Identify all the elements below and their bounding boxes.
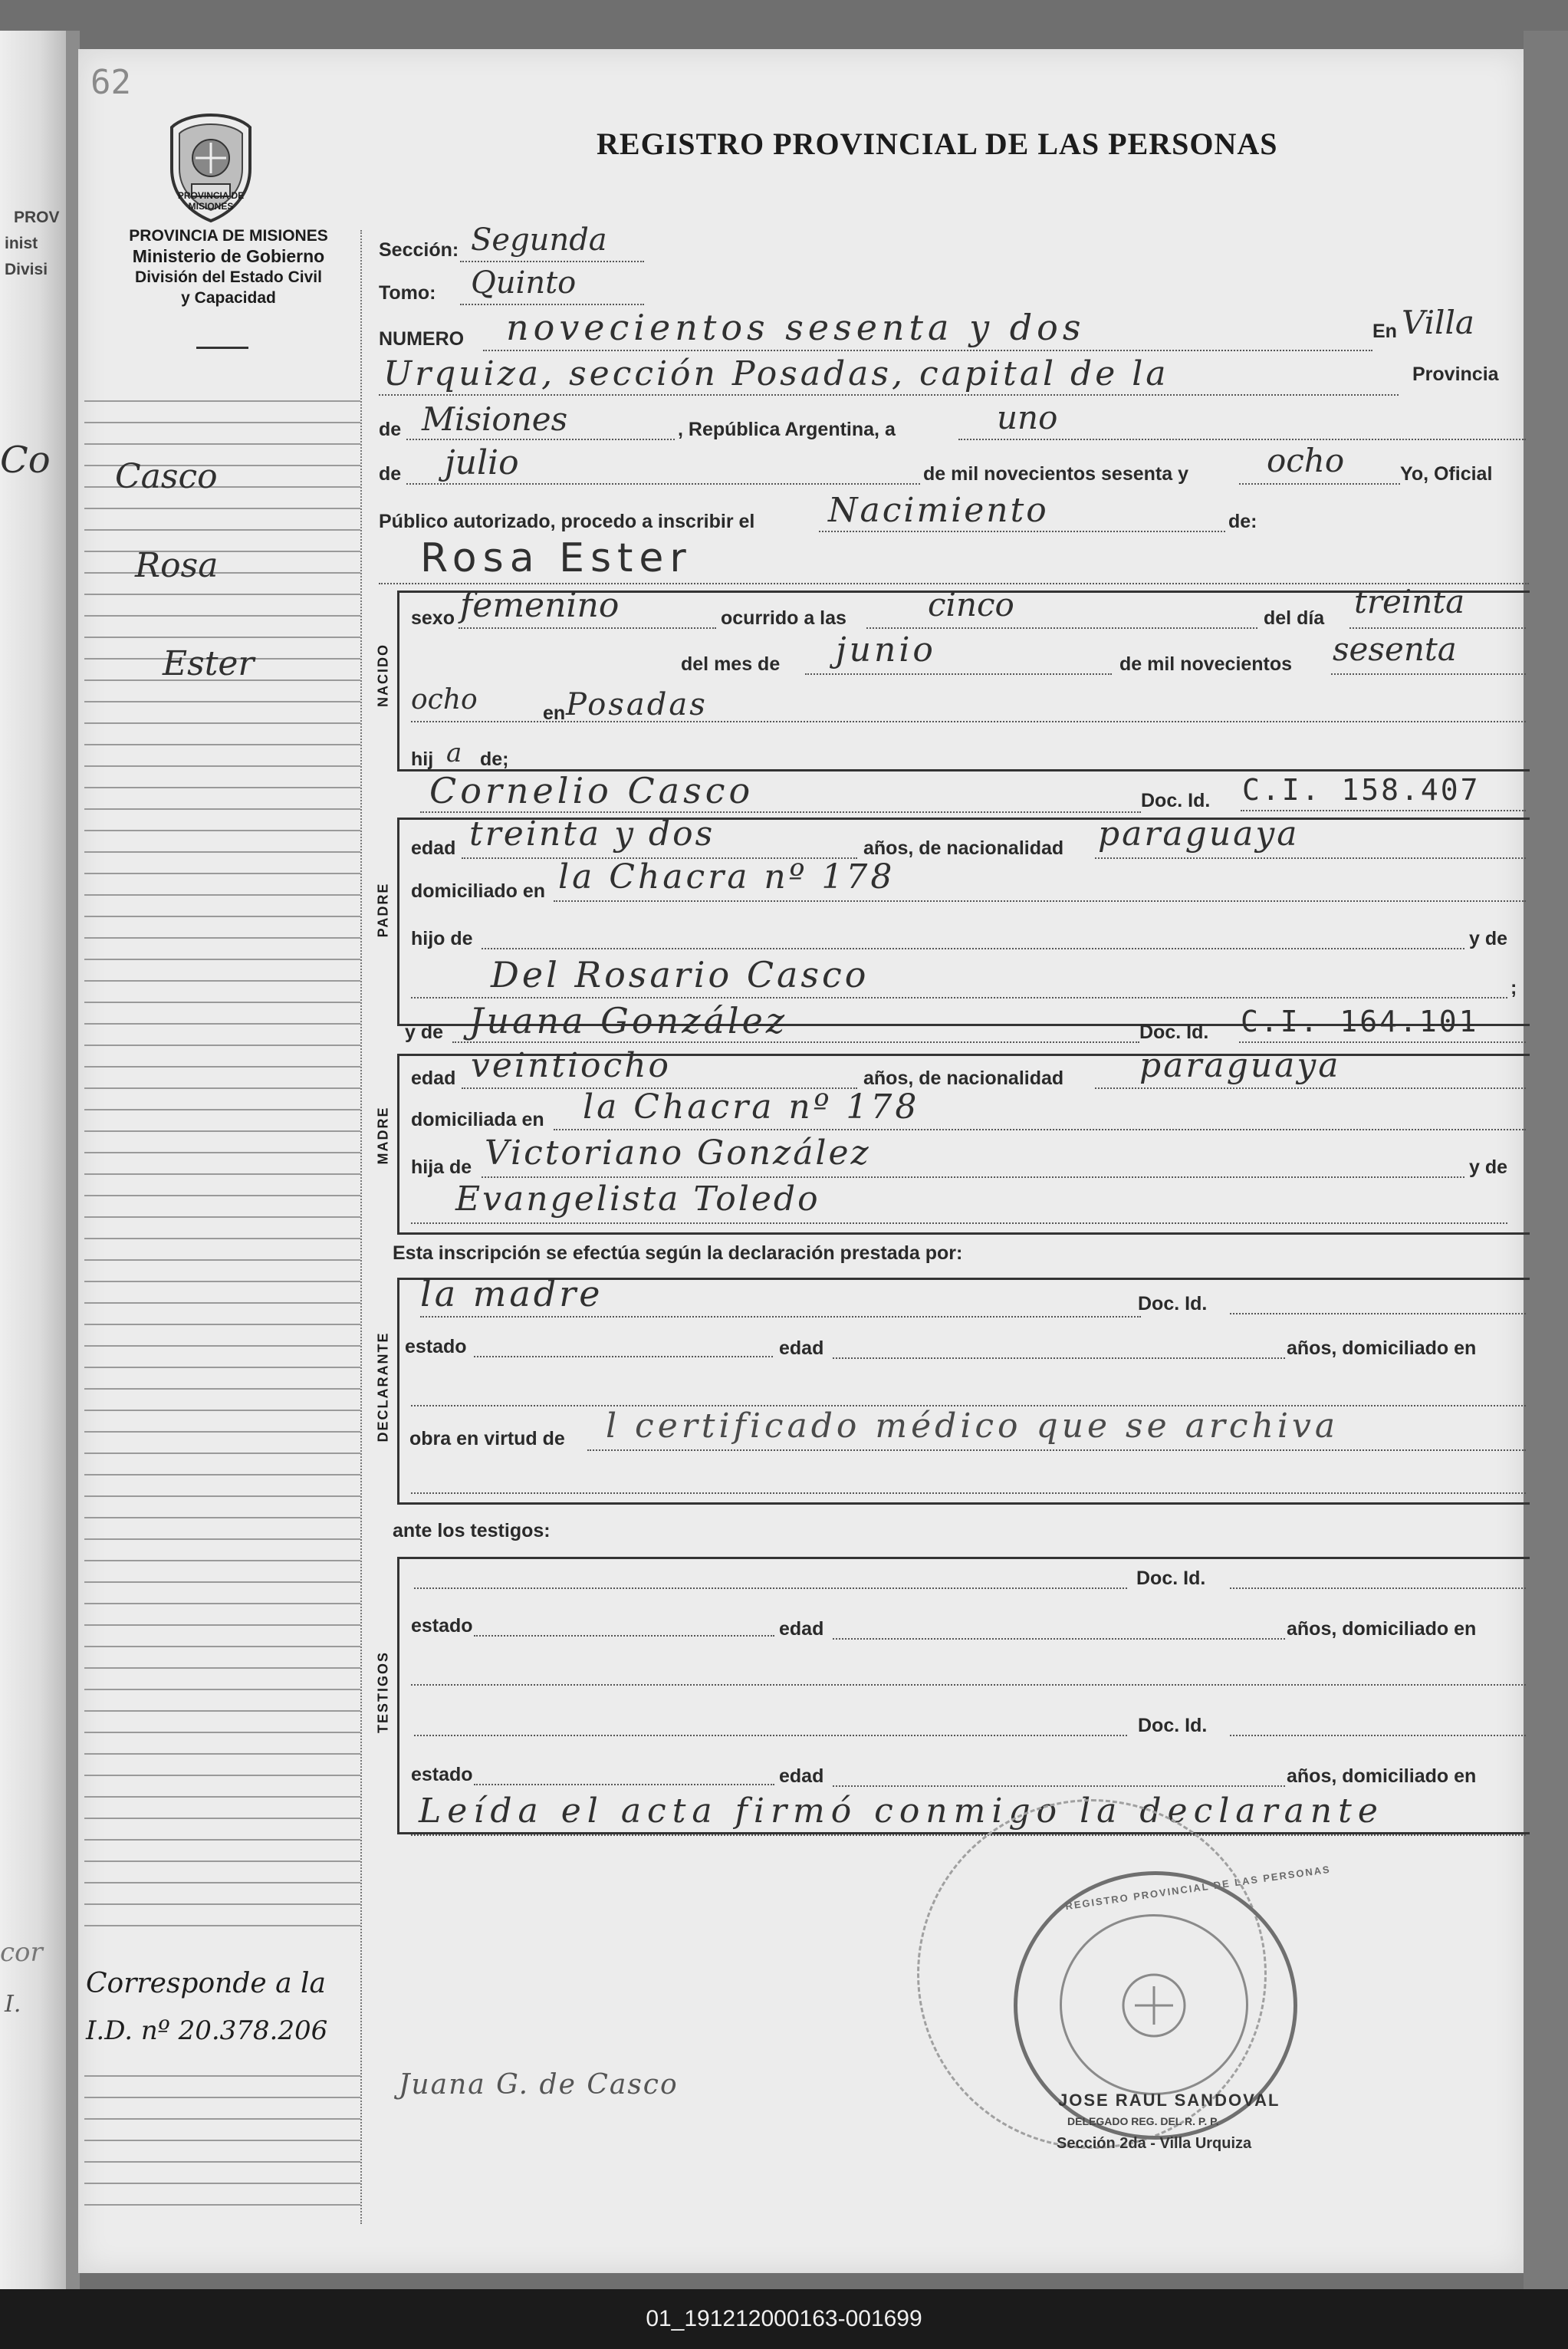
ruled-line [84, 2075, 360, 2077]
en-value: Villa [1402, 304, 1474, 341]
padre-name: Cornelio Casco [429, 770, 754, 811]
madre-dom-label: domiciliada en [411, 1109, 544, 1130]
ruled-line [84, 1689, 360, 1690]
ruled-line [84, 1581, 360, 1583]
padre-parents-value: Del Rosario Casco [491, 954, 869, 995]
padre-section-label: PADRE [375, 882, 391, 938]
hijo-label: hij [411, 748, 434, 770]
edge-mark: cor [0, 1937, 43, 1968]
fill-line [482, 1176, 1464, 1178]
book-cover-edge [1524, 31, 1568, 2289]
declarante-estado-label: estado [405, 1336, 467, 1357]
ruled-line [84, 1216, 360, 1218]
spine-fragment: PROV [14, 209, 60, 226]
ruled-line [84, 1452, 360, 1454]
ruled-line [84, 1753, 360, 1755]
ruled-line [84, 1431, 360, 1433]
testigo2-dom-label: años, domiciliado en [1287, 1765, 1477, 1787]
ruled-line [84, 1624, 360, 1626]
ruled-line [84, 1087, 360, 1089]
hora-value: cinco [928, 586, 1014, 623]
fill-line [1331, 673, 1526, 675]
sexo-value: femenino [460, 586, 620, 625]
ruled-line [84, 2204, 360, 2206]
madre-edad-label: edad [411, 1068, 456, 1089]
fill-line [1241, 810, 1526, 811]
org-line: y Capacidad [181, 289, 276, 307]
padre-hijo-label: hijo de [411, 928, 473, 949]
ruled-line [84, 508, 360, 509]
ruled-line [84, 615, 360, 617]
ruled-line [84, 1045, 360, 1046]
madre-nac-value: paraguaya [1139, 1046, 1341, 1085]
ruled-line [84, 1839, 360, 1841]
madre-doc-label: Doc. Id. [1139, 1022, 1209, 1043]
testigo1-estado-label: estado [411, 1615, 473, 1637]
seccion-label: Sección: [379, 239, 459, 261]
ruled-line [84, 1603, 360, 1604]
de2-label: de [379, 463, 402, 485]
ruled-line [84, 2183, 360, 2184]
provincia-label: Provincia [1412, 364, 1499, 385]
ruled-line [84, 787, 360, 788]
madre-nac-label: años, de nacionalidad [863, 1068, 1064, 1089]
declarante-doc-label: Doc. Id. [1138, 1293, 1208, 1314]
month-value: julio [445, 443, 519, 482]
ruled-line [84, 1023, 360, 1025]
official-title: DELEGADO REG. DEL R. P. P. [1067, 2115, 1219, 2127]
madre-parent2-value: Evangelista Toledo [455, 1179, 820, 1219]
fill-line [474, 1784, 774, 1785]
ruled-line [84, 959, 360, 960]
fill-line [1239, 483, 1400, 485]
declarante-name: la madre [420, 1273, 603, 1314]
stamp-emblem-icon [1112, 1963, 1196, 2048]
fill-line [452, 1041, 1139, 1043]
ruled-line [84, 572, 360, 574]
ruled-line [84, 1130, 360, 1132]
padre-dom-value: la Chacra nº 178 [558, 857, 896, 897]
ruled-line [84, 1345, 360, 1347]
ruled-line [84, 1517, 360, 1518]
testigo2-edad-label: edad [779, 1765, 824, 1787]
fill-line [833, 1357, 1285, 1359]
year-label: de mil novecientos sesenta y [923, 463, 1188, 485]
provincia-value: Misiones [422, 400, 568, 438]
ruled-line [84, 2161, 360, 2163]
stamp-text: REGISTRO PROVINCIAL DE LAS PERSONAS [1064, 1863, 1332, 1913]
ruled-line [84, 594, 360, 595]
fill-line [1230, 1735, 1526, 1736]
fill-line [958, 439, 1526, 440]
ruled-line [84, 894, 360, 896]
numero-value: novecientos sesenta y dos [506, 307, 1086, 348]
nacido-section-label: NACIDO [375, 643, 391, 707]
ruled-line [84, 1173, 360, 1175]
ruled-line [84, 980, 360, 982]
page-title: REGISTRO PROVINCIAL DE LAS PERSONAS [597, 127, 1278, 161]
ruled-line [84, 529, 360, 531]
madre-doc-value: C.I. 164.101 [1241, 1005, 1479, 1038]
madre-name: Juana González [469, 1000, 788, 1041]
madre-dom-value: la Chacra nº 178 [583, 1087, 920, 1127]
madre-hija-label: hija de [411, 1156, 472, 1178]
padre-nac-value: paraguaya [1098, 814, 1300, 854]
obra-value: l certificado médico que se archiva [606, 1406, 1340, 1446]
hijo-de-label: de; [480, 748, 509, 770]
dia-label: del día [1264, 607, 1325, 629]
fill-line [866, 627, 1257, 629]
en-label: en [543, 702, 566, 724]
fill-line [1230, 1313, 1526, 1314]
ruled-line [84, 701, 360, 702]
ruled-line [84, 637, 360, 638]
lugar-value: Posadas [566, 687, 708, 722]
testigo1-doc-label: Doc. Id. [1136, 1568, 1206, 1589]
obra-label: obra en virtud de [409, 1428, 565, 1449]
fill-line [460, 261, 644, 262]
numero-label: NUMERO [379, 328, 465, 350]
en-label: En [1372, 321, 1397, 342]
declarante-edad-label: edad [779, 1337, 824, 1359]
official-office: Sección 2da - Villa Urquiza [1057, 2135, 1252, 2152]
dia-value: treinta [1354, 583, 1465, 620]
fill-line [587, 1449, 1526, 1451]
ruled-line [84, 1281, 360, 1282]
fill-line [833, 1785, 1285, 1787]
madre-y-de-label: y de [405, 1022, 444, 1043]
ruled-line [84, 1002, 360, 1003]
testigos-section-label: TESTIGOS [375, 1651, 391, 1734]
madre-section-label: MADRE [375, 1106, 391, 1165]
ruled-line [84, 1324, 360, 1325]
margin-note: I.D. nº 20.378.206 [86, 2015, 328, 2046]
fill-line [1095, 1087, 1526, 1089]
testigo2-doc-label: Doc. Id. [1138, 1715, 1208, 1736]
spine-fragment: inist [5, 235, 38, 252]
mes-value: junio [836, 630, 936, 669]
org-line: Ministerio de Gobierno [132, 246, 325, 266]
republica-label: , República Argentina, a [678, 419, 896, 440]
anio2-value: ocho [411, 684, 478, 716]
ruled-line [84, 1410, 360, 1411]
ruled-line [84, 2097, 360, 2098]
fill-line [833, 1638, 1285, 1640]
fill-line [411, 1222, 1507, 1224]
fill-line [1239, 1041, 1526, 1043]
spine-fragment: Divisi [5, 261, 48, 278]
oficial-label: Yo, Oficial [1400, 463, 1493, 485]
semicolon: ; [1510, 977, 1517, 998]
ruled-line [84, 1667, 360, 1669]
fill-line [554, 1129, 1526, 1130]
fill-line [474, 1356, 773, 1357]
ruled-line [84, 722, 360, 724]
act-value: Nacimiento [828, 491, 1049, 530]
padre-nac-label: años, de nacionalidad [863, 837, 1064, 859]
ruled-line [84, 1367, 360, 1368]
ruled-line [84, 2118, 360, 2120]
ruled-line [84, 916, 360, 917]
ruled-line [84, 551, 360, 552]
page-number: 62 [90, 63, 131, 102]
edge-mark: I. [5, 1991, 21, 2018]
fill-line [554, 900, 1526, 902]
fill-line [411, 1834, 1526, 1836]
de3-label: de: [1228, 511, 1257, 532]
testigo1-edad-label: edad [779, 1618, 824, 1640]
hora-label: ocurrido a las [721, 607, 846, 629]
ruled-line [84, 744, 360, 745]
fill-line [483, 350, 1372, 351]
ruled-line [84, 1195, 360, 1196]
fill-line [819, 531, 1225, 532]
fill-line [420, 1316, 1141, 1318]
ruled-line [84, 808, 360, 810]
ruled-line [84, 1646, 360, 1647]
testigos-label: ante los testigos: [393, 1520, 551, 1541]
ruled-line [84, 1109, 360, 1110]
day-value: uno [997, 399, 1058, 436]
ruled-line [84, 1710, 360, 1712]
ruled-line [84, 1066, 360, 1068]
padre-doc-value: C.I. 158.407 [1242, 773, 1481, 807]
madre-hija-value: Victoriano González [485, 1133, 871, 1173]
ruled-line [84, 1152, 360, 1153]
fill-line [460, 304, 644, 305]
ruled-line [84, 1903, 360, 1905]
publico-label: Público autorizado, procedo a inscribir el [379, 511, 755, 532]
ruled-line [84, 1775, 360, 1776]
hijo-suffix: a [446, 738, 462, 768]
ruled-line [84, 1925, 360, 1926]
ruled-line [84, 1495, 360, 1497]
ruled-line [84, 1388, 360, 1390]
anio-value: sesenta [1333, 630, 1457, 668]
declarant-signature: Juana G. de Casco [399, 2069, 679, 2101]
fill-line [1095, 857, 1526, 859]
fill-line [1349, 627, 1526, 629]
ruled-line [84, 400, 360, 402]
edge-mark: Co [0, 439, 51, 482]
fill-line [474, 1635, 774, 1637]
ruled-line [84, 830, 360, 831]
place-value: Urquiza, sección Posadas, capital de la [383, 354, 1169, 393]
ruled-line [84, 1860, 360, 1862]
official-name: JOSE RAUL SANDOVAL [1058, 2091, 1280, 2110]
seccion-value: Segunda [471, 222, 607, 258]
tomo-label: Tomo: [379, 282, 436, 304]
madre-edad-value: veintiocho [471, 1046, 672, 1085]
padre-y-de-label: y de [1469, 928, 1508, 949]
fill-line [459, 627, 716, 629]
tomo-value: Quinto [471, 265, 577, 301]
padre-edad-value: treinta y dos [469, 814, 715, 854]
ruled-line [84, 422, 360, 423]
padre-dom-label: domiciliado en [411, 880, 546, 902]
ruled-line [84, 1474, 360, 1476]
scan-id-footer: 01_191212000163-001699 [0, 2289, 1568, 2349]
declaracion-label: Esta inscripción se efectúa según la declaración prestada por: [393, 1242, 963, 1264]
ruled-line [84, 1560, 360, 1561]
stub-divider [360, 230, 362, 2224]
org-header [90, 225, 367, 308]
fill-line [406, 439, 675, 440]
madre-y-de2-label: y de [1469, 1156, 1508, 1178]
ruled-line [84, 2140, 360, 2141]
seal-label: PROVINCIA DE MISIONES [177, 190, 245, 212]
ruled-line [84, 1882, 360, 1883]
mes-label: del mes de [681, 653, 781, 675]
fill-line [482, 948, 1464, 949]
ruled-line [84, 765, 360, 767]
anio-label: de mil novecientos [1119, 653, 1293, 675]
ruled-line [84, 443, 360, 445]
margin-note: Corresponde a la [86, 1968, 326, 1999]
fill-line [379, 394, 1399, 396]
padre-doc-label: Doc. Id. [1141, 790, 1211, 811]
ruled-line [84, 851, 360, 853]
fill-line [414, 1587, 1127, 1589]
de-label: de [379, 419, 402, 440]
ruled-line [84, 873, 360, 874]
ruled-line [84, 937, 360, 939]
org-line: División del Estado Civil [135, 268, 322, 286]
testigo1-dom-label: años, domiciliado en [1287, 1618, 1477, 1640]
padre-edad-label: edad [411, 837, 456, 859]
ruled-line [84, 1818, 360, 1819]
fill-line [414, 1735, 1127, 1736]
sexo-label: sexo [411, 607, 455, 629]
ruled-line [84, 1796, 360, 1798]
declarante-section-label: DECLARANTE [375, 1331, 391, 1443]
ruled-line [84, 1538, 360, 1540]
ruled-line [84, 1238, 360, 1239]
fill-line [805, 673, 1112, 675]
margin-annotation: Ester [163, 644, 255, 683]
fill-line [1230, 1587, 1526, 1589]
child-name: Rosa Ester [420, 535, 692, 581]
closing-value: Leída el acta firmó conmigo la declarante [419, 1791, 1384, 1831]
ruled-line [84, 1732, 360, 1733]
testigo2-estado-label: estado [411, 1764, 473, 1785]
year-value: ocho [1267, 442, 1345, 479]
margin-annotation: Rosa [135, 546, 219, 585]
ruled-line [84, 1302, 360, 1304]
org-line: PROVINCIA DE MISIONES [129, 227, 328, 245]
fill-line [411, 1492, 1526, 1494]
header-underline [196, 347, 248, 349]
ruled-line [84, 1259, 360, 1261]
fill-line [406, 483, 920, 485]
fill-line [411, 997, 1507, 998]
margin-annotation: Casco [115, 457, 218, 496]
fill-line [411, 1684, 1526, 1686]
declarante-dom-label: años, domiciliado en [1287, 1337, 1477, 1359]
fill-line [420, 811, 1141, 813]
